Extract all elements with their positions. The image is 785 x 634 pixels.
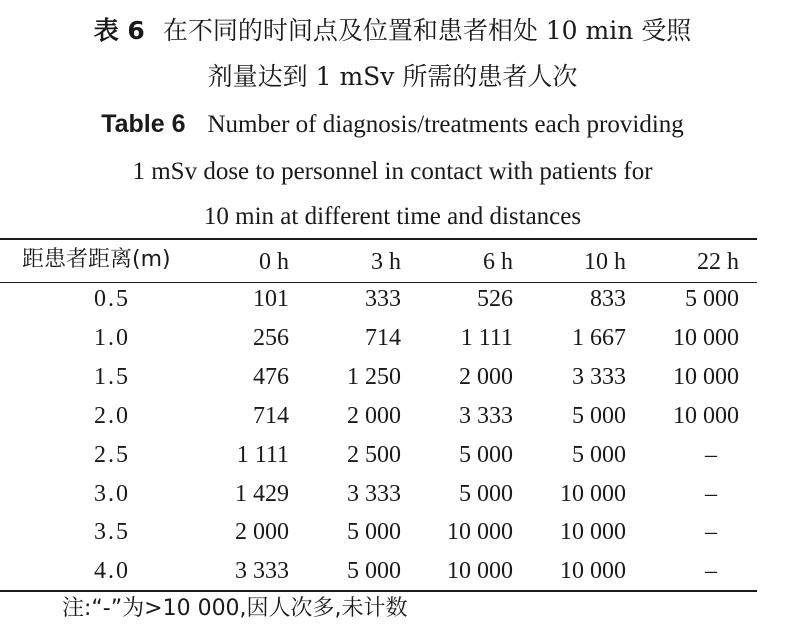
value-cell: 5 000 (572, 403, 626, 429)
distance-cell: 1.5 (94, 364, 130, 390)
value-cell: 256 (253, 325, 289, 351)
table-title-en-line1 (0, 112, 785, 137)
table-header-rule (0, 282, 757, 283)
value-cell: 1 667 (572, 325, 626, 351)
value-cell: 1 429 (235, 481, 289, 507)
column-header-distance: 距患者距离(m) (22, 247, 171, 272)
value-cell: 10 000 (673, 325, 739, 351)
value-cell: 5 000 (459, 481, 513, 507)
value-cell: 5 000 (459, 442, 513, 468)
table-title-cn-text: 在不同的时间点及位置和患者相处 10 min 受照 (162, 16, 692, 45)
value-cell: 3 333 (572, 364, 626, 390)
table-label-en: Table 6 (101, 110, 186, 138)
distance-cell: 3.0 (94, 481, 130, 507)
table-title-en-line3: 10 min at different time and distances (203, 203, 582, 230)
value-cell: 3 333 (235, 558, 289, 584)
distance-cell: 2.5 (94, 442, 130, 468)
table-top-rule (0, 238, 757, 240)
table-label-cn: 表 6 (93, 16, 145, 45)
value-cell: 333 (365, 286, 401, 312)
table-bottom-rule (0, 590, 757, 592)
value-cell: 101 (253, 286, 289, 312)
value-cell: 10 000 (560, 481, 626, 507)
value-cell: 2 000 (459, 364, 513, 390)
value-cell: 833 (590, 286, 626, 312)
distance-cell: 0.5 (94, 286, 130, 312)
column-header-time: 22 h (697, 249, 739, 275)
distance-cell: 1.0 (94, 325, 130, 351)
distance-cell: 2.0 (94, 403, 130, 429)
value-cell: 714 (253, 403, 289, 429)
dash-cell: – (705, 481, 717, 507)
dash-cell: – (705, 442, 717, 468)
distance-cell: 4.0 (94, 558, 130, 584)
value-cell: 10 000 (560, 558, 626, 584)
value-cell: 5 000 (347, 558, 401, 584)
dash-cell: – (705, 558, 717, 584)
column-header-time: 6 h (483, 249, 513, 275)
distance-cell: 3.5 (94, 519, 130, 545)
table-title-cn-line1 (0, 18, 785, 43)
value-cell: 3 333 (347, 481, 401, 507)
value-cell: 476 (253, 364, 289, 390)
column-header-time: 3 h (371, 249, 401, 275)
value-cell: 10 000 (447, 519, 513, 545)
table-title-en-text: Number of diagnosis/treatments each providing (207, 111, 684, 138)
table-title-en-line2: 1 mSv dose to personnel in contact with patients for (132, 158, 653, 185)
value-cell: 5 000 (685, 286, 739, 312)
value-cell: 10 000 (447, 558, 513, 584)
value-cell: 10 000 (673, 364, 739, 390)
value-cell: 714 (365, 325, 401, 351)
value-cell: 3 333 (459, 403, 513, 429)
value-cell: 1 111 (236, 442, 289, 468)
value-cell: 10 000 (560, 519, 626, 545)
value-cell: 2 500 (347, 442, 401, 468)
value-cell: 2 000 (235, 519, 289, 545)
column-header-time: 0 h (259, 249, 289, 275)
table-footnote: 注:“-”为>10 000,因人次多,未计数 (62, 596, 408, 621)
value-cell: 1 250 (347, 364, 401, 390)
table-title-cn-line2: 剂量达到 1 mSv 所需的患者人次 (207, 62, 578, 91)
value-cell: 526 (477, 286, 513, 312)
dash-cell: – (705, 519, 717, 545)
value-cell: 2 000 (347, 403, 401, 429)
value-cell: 1 111 (460, 325, 513, 351)
value-cell: 5 000 (347, 519, 401, 545)
value-cell: 5 000 (572, 442, 626, 468)
column-header-time: 10 h (584, 249, 626, 275)
value-cell: 10 000 (673, 403, 739, 429)
